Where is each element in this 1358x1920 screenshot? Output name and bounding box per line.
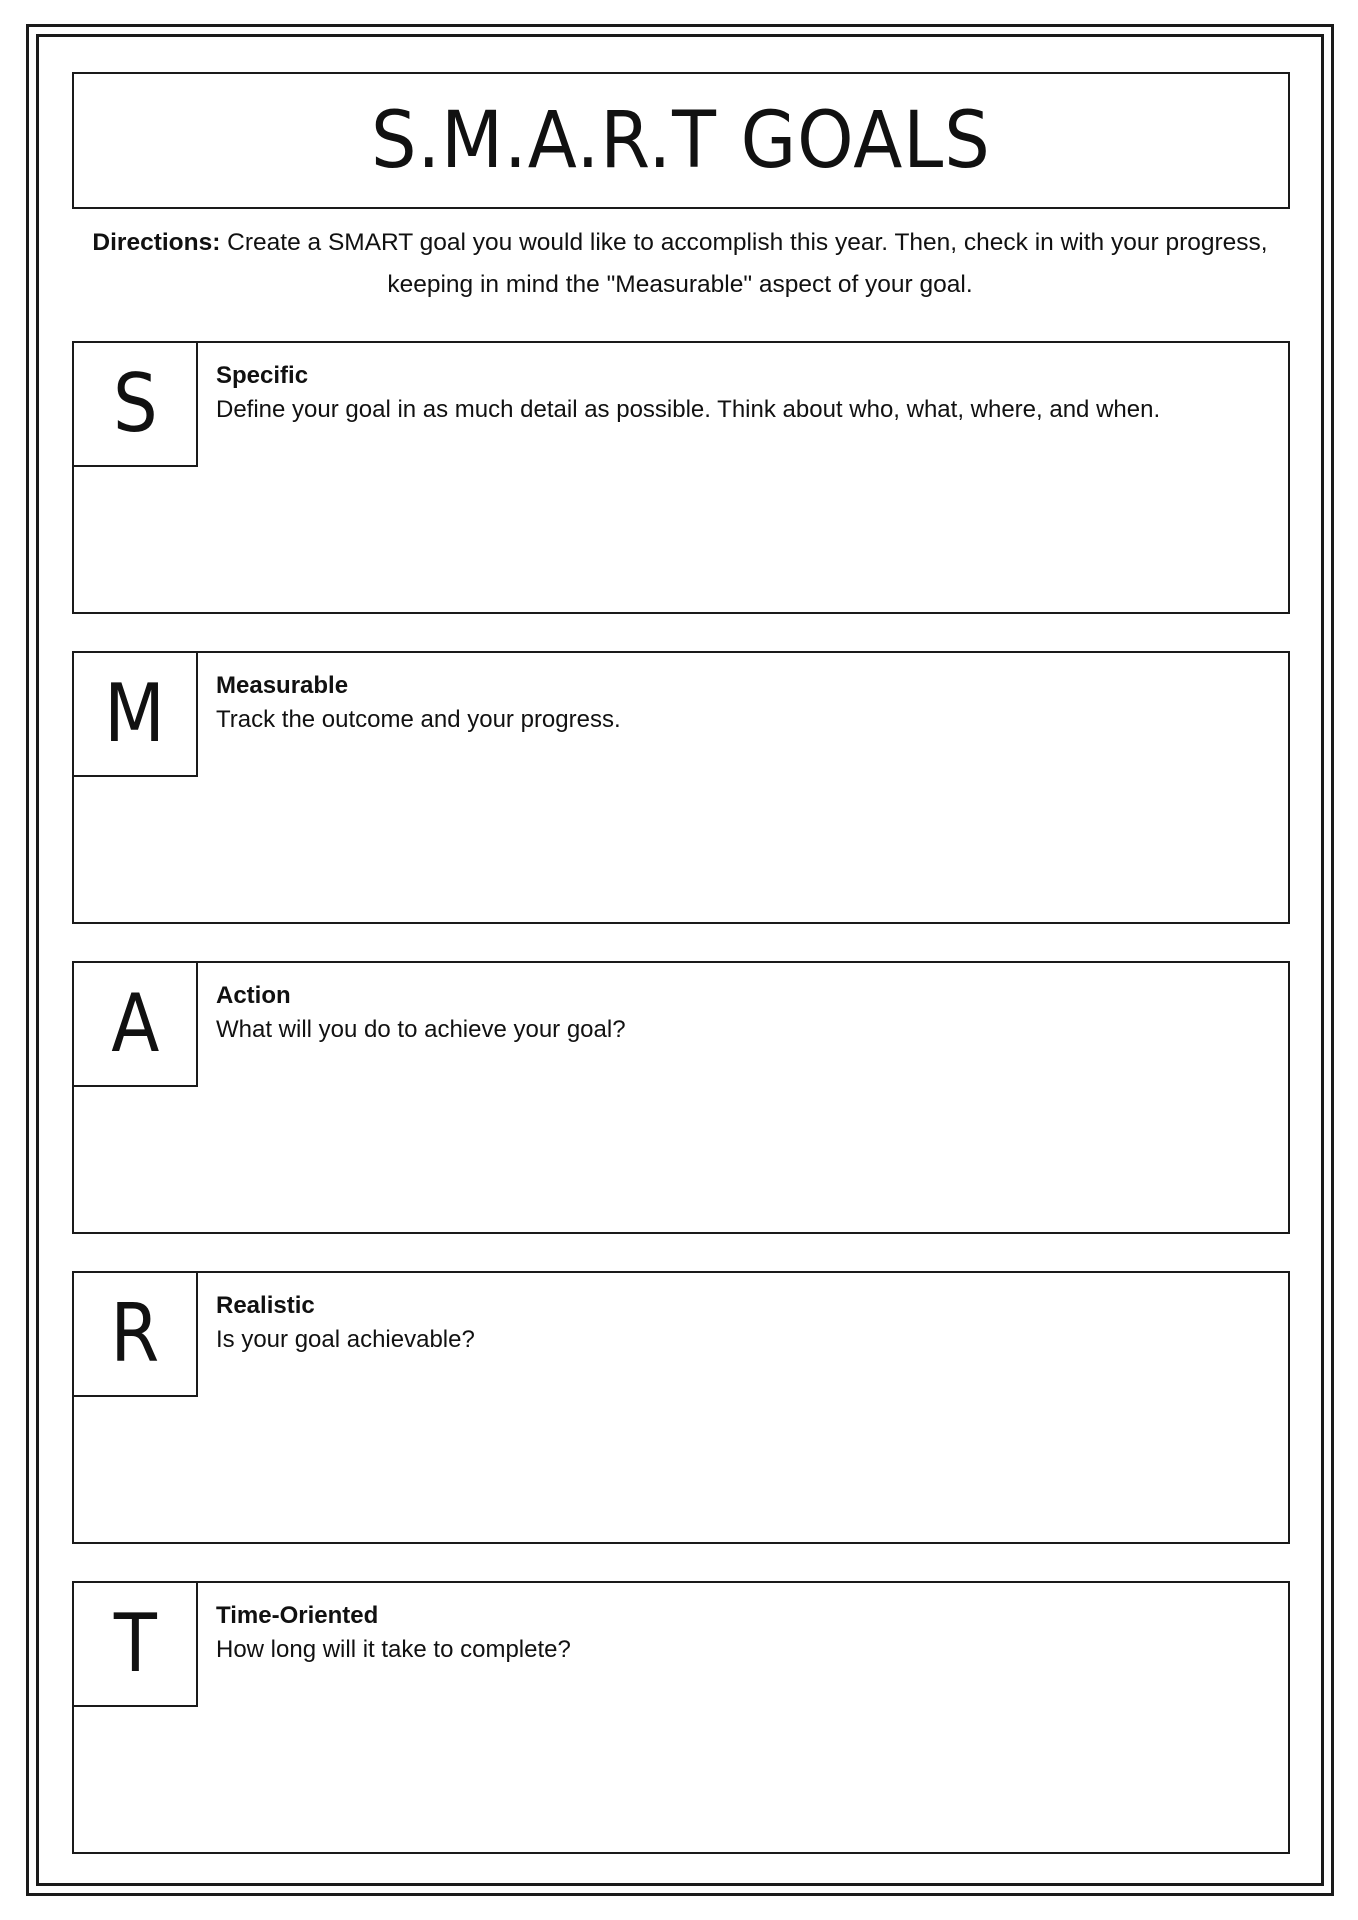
- section-specific[interactable]: [72, 341, 1290, 614]
- section-measurable[interactable]: [72, 651, 1290, 924]
- section-text: [216, 1599, 1268, 1667]
- section-description: What will you do to achieve your goal?: [216, 1016, 626, 1043]
- section-time-oriented[interactable]: [72, 1581, 1290, 1854]
- section-realistic[interactable]: [72, 1271, 1290, 1544]
- section-description: Is your goal achievable?: [216, 1326, 475, 1353]
- letter-box-t: [72, 1581, 198, 1707]
- letter-box-r: [72, 1271, 198, 1397]
- section-description: Define your goal in as much detail as possible. Think about who, what, where, and when.: [216, 396, 1161, 423]
- directions: [90, 222, 1270, 306]
- directions-label: Directions:: [92, 229, 221, 256]
- section-description: Track the outcome and your progress.: [216, 706, 621, 733]
- section-title: Time-Oriented: [216, 1602, 379, 1629]
- letter-m: M: [104, 667, 166, 760]
- letter-s: S: [112, 357, 158, 450]
- section-title: Measurable: [216, 672, 349, 699]
- section-action[interactable]: [72, 961, 1290, 1234]
- letter-box-s: [72, 341, 198, 467]
- section-description: How long will it take to complete?: [216, 1636, 571, 1663]
- section-title: Specific: [216, 362, 309, 389]
- title-box: [72, 72, 1290, 209]
- letter-box-m: [72, 651, 198, 777]
- section-text: [216, 1289, 1268, 1357]
- section-text: [216, 359, 1268, 427]
- letter-a: A: [110, 977, 160, 1070]
- section-text: [216, 669, 1268, 737]
- section-title: Realistic: [216, 1292, 315, 1319]
- letter-box-a: [72, 961, 198, 1087]
- letter-t: T: [113, 1597, 157, 1690]
- page-title: S.M.A.R.T GOALS: [371, 95, 991, 186]
- directions-text: Create a SMART goal you would like to accomplish this year. Then, check in with your progress, keeping in mind the "Measurable" aspect of your goal.: [220, 229, 1268, 298]
- section-text: [216, 979, 1268, 1047]
- section-title: Action: [216, 982, 291, 1009]
- letter-r: R: [110, 1287, 160, 1380]
